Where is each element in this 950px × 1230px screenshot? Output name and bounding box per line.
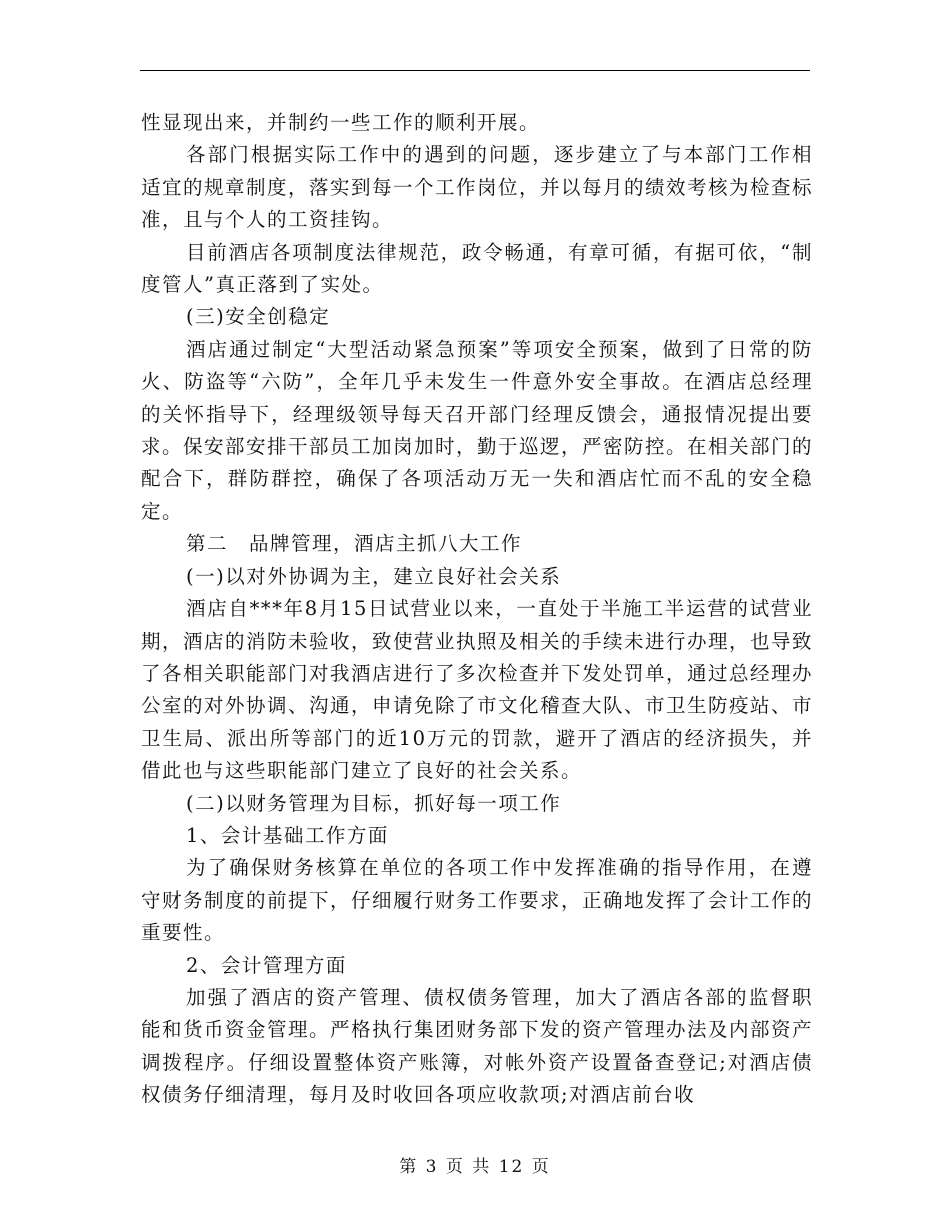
chapter-heading: 第二 品牌管理，酒店主抓八大工作 [186, 532, 523, 556]
paragraph: 加强了酒店的资产管理、债权债务管理，加大了酒店各部的监督职能和货币资金管理。严格执行集团财务部下发的资产管理办法及内部资产调拨程序。仔细设置整体资产账簿，对帐外资产设置备查登记;对酒店债权债务仔细清理，每月及时收回各项应收款项;对酒店前台收 [141, 985, 814, 1107]
section-heading: (三)安全创稳定 [186, 305, 331, 329]
paragraph-continuation: 性显现出来，并制约一些工作的顺利开展。 [141, 111, 541, 134]
paragraph: 酒店通过制定“大型活动紧急预案”等项安全预案，做到了日常的防火、防盗等“六防”，全年几乎未发生一件意外安全事故。在酒店总经理的关怀指导下，经理级领导每天召开部门经理反馈会，通报情况提出要求。保安部安排干部员工加岗加时，勤于巡逻，严密防控。在相关部门的配合下，群防群控，确保了各项活动万无一失和酒店忙而不乱的安全稳定。 [141, 337, 814, 523]
header-rule [140, 70, 810, 71]
subsection-heading: 2、会计管理方面 [186, 953, 347, 977]
document-body [141, 107, 813, 1112]
page-number-footer: 第 3 页 共 12 页 [399, 1157, 551, 1177]
paragraph: 为了确保财务核算在单位的各项工作中发挥准确的指导作用，在遵守财务制度的前提下，仔细履行财务工作要求，正确地发挥了会计工作的重要性。 [141, 856, 814, 945]
section-heading: (一)以对外协调为主，建立良好社会关系 [186, 564, 562, 588]
paragraph: 目前酒店各项制度法律规范，政令畅通，有章可循，有据可依，“制度管人”真正落到了实处。 [141, 240, 813, 297]
paragraph: 各部门根据实际工作中的遇到的问题，逐步建立了与本部门工作相适宜的规章制度，落实到每一个工作岗位，并以每月的绩效考核为检查标准，且与个人的工资挂钩。 [141, 143, 814, 232]
section-heading: (二)以财务管理为目标，抓好每一项工作 [186, 791, 562, 815]
subsection-heading: 1、会计基础工作方面 [186, 823, 389, 847]
paragraph: 酒店自***年8月15日试营业以来，一直处于半施工半运营的试营业期，酒店的消防未验收，致使营业执照及相关的手续未进行办理，也导致了各相关职能部门对我酒店进行了多次检查并下发处罚单，通过总经理办公室的对外协调、沟通，申请免除了市文化稽查大队、市卫生防疫站、市卫生局、派出所等部门的近10万元的罚款，避开了酒店的经济损失，并借此也与这些职能部门建立了良好的社会关系。 [141, 597, 814, 783]
